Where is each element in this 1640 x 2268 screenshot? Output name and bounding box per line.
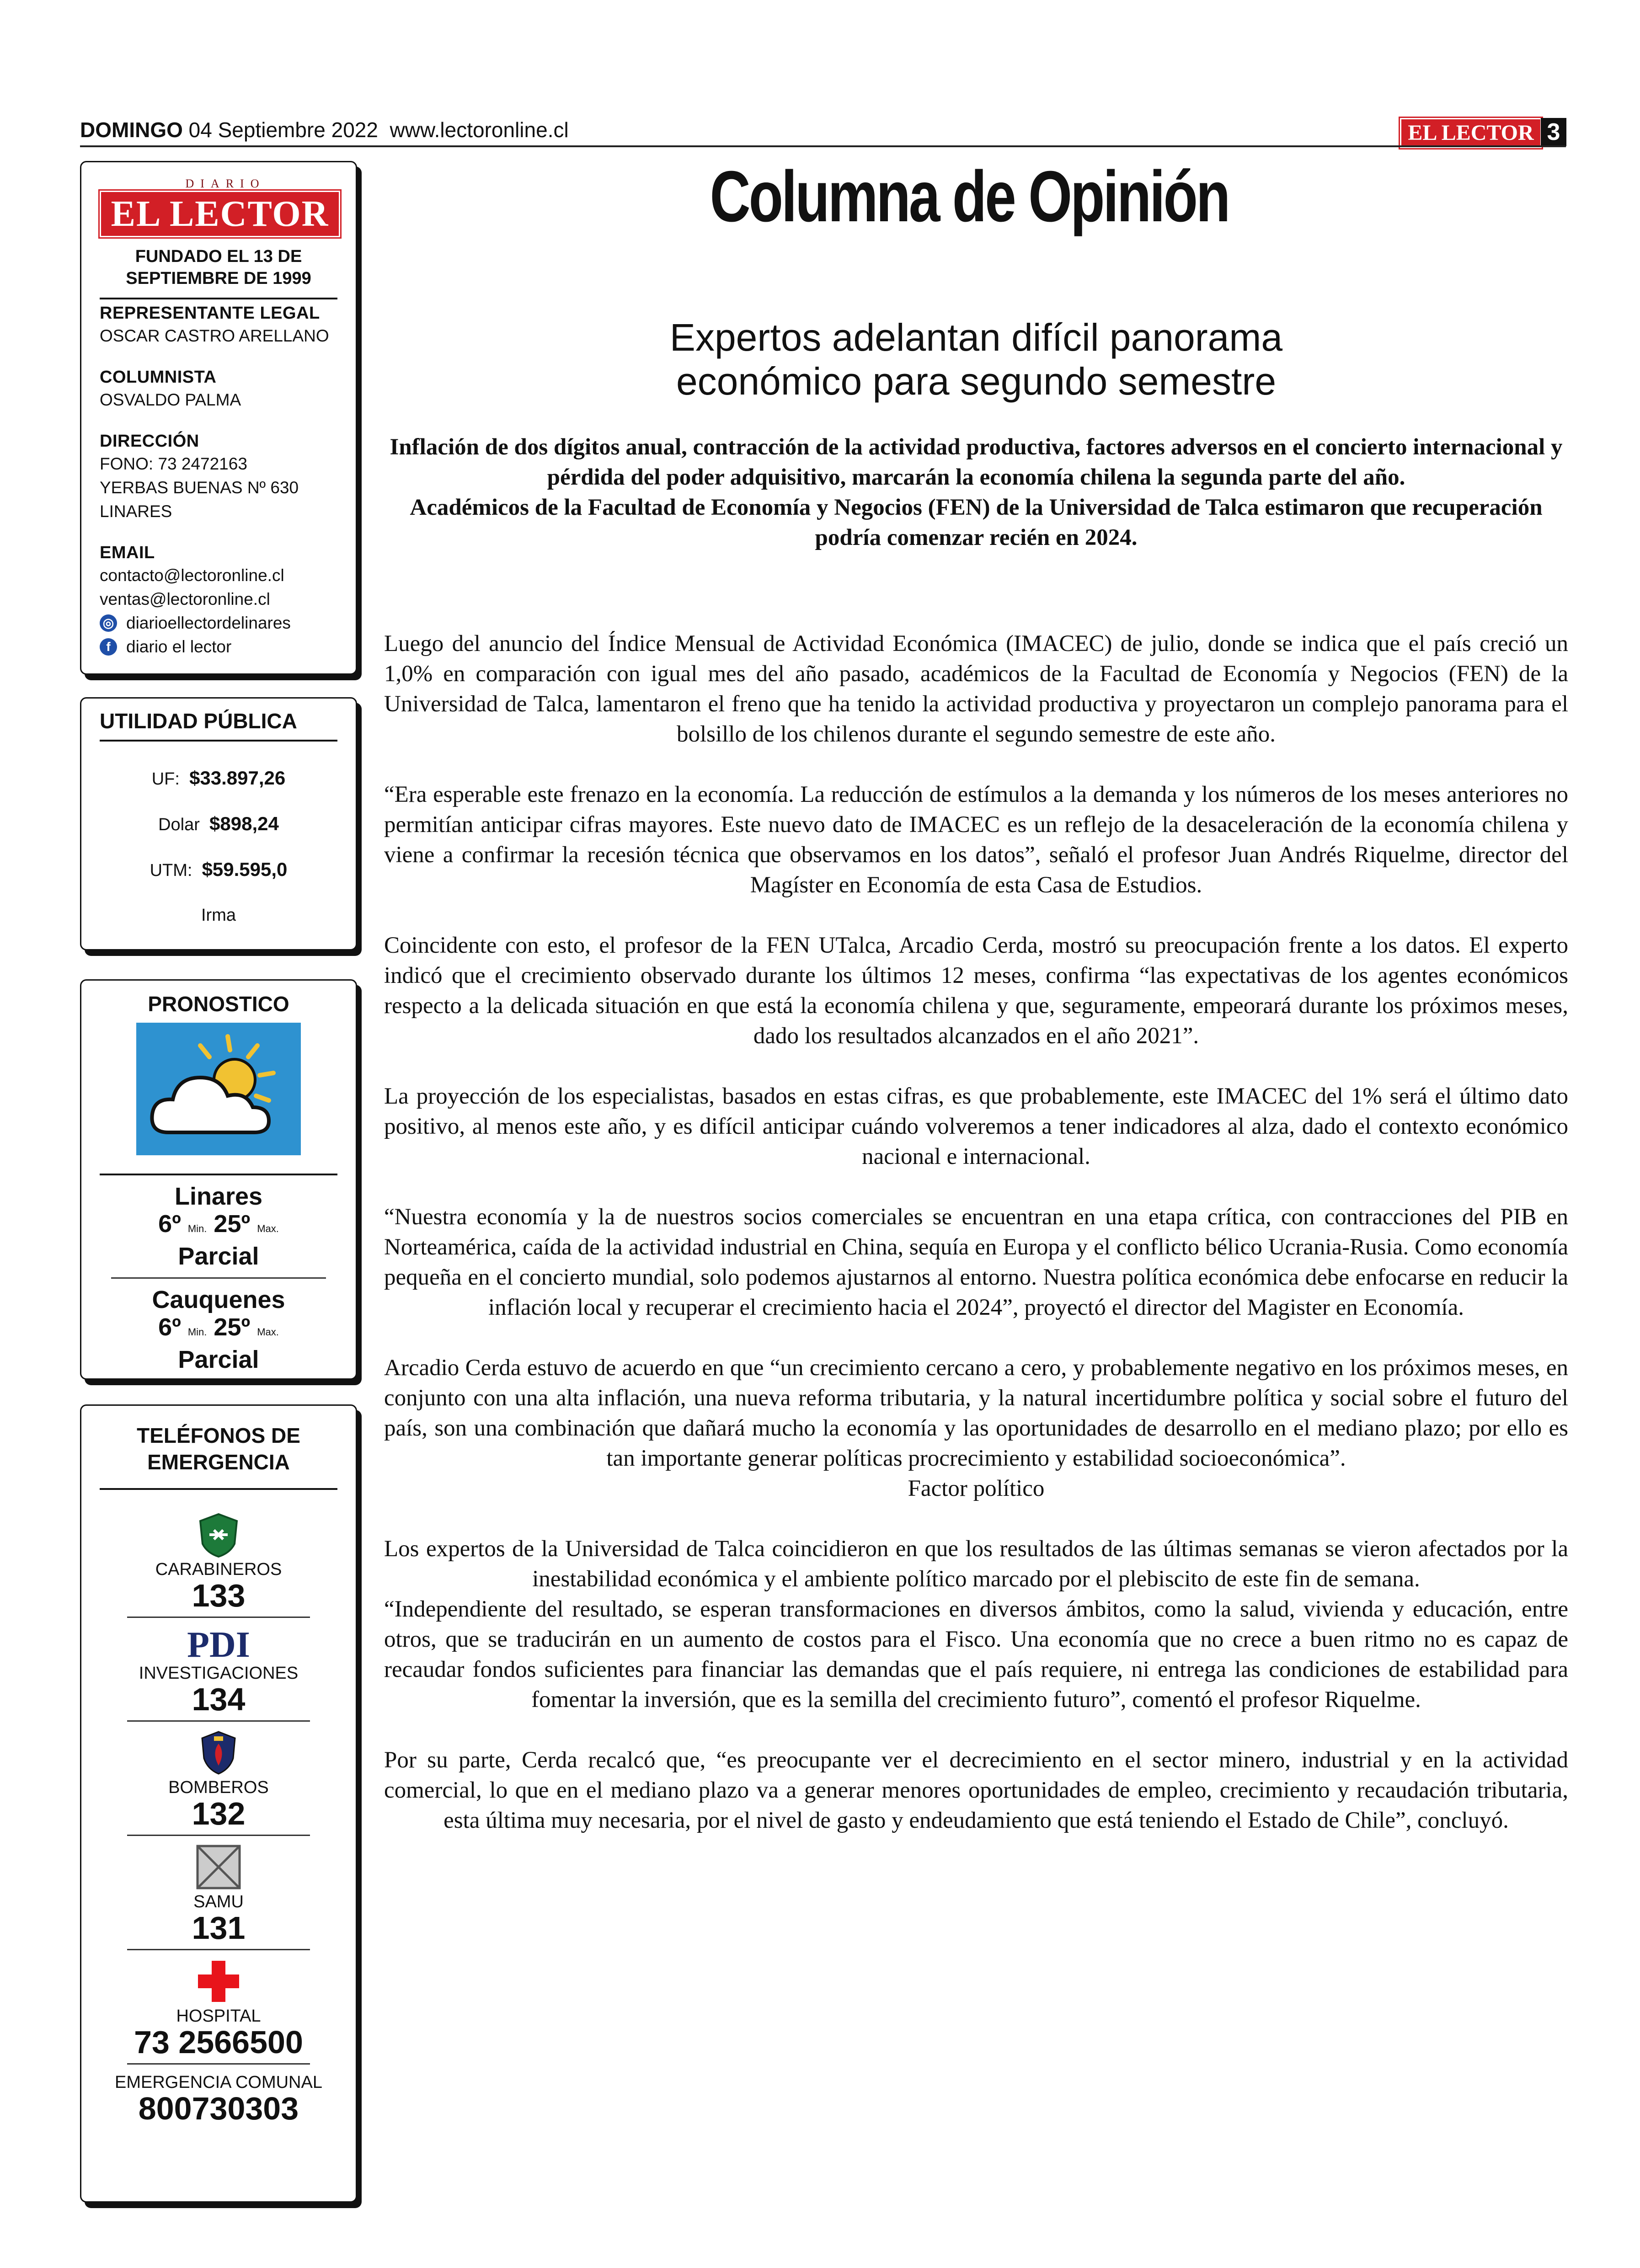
article-lead xyxy=(384,432,1568,553)
body-paragraph: Arcadio Cerda estuvo de acuerdo en que “un crecimiento cercano a cero, y probablemente negativo en los próximos meses, en conjunto con una alta inflación, una nueva reforma tributaria, y la natural incertidumbre política y social sobre el futuro del país, son una combinación que dañará mucho la economía y las oportunidades de desarrollo en el mediano plazo; por ello es tan importante generar políticas procrecimiento y estabilidad socioeconómica”. xyxy=(384,1355,1568,1471)
weather-city-linares: Linares xyxy=(174,1183,263,1210)
instagram-row[interactable] xyxy=(100,611,337,635)
utility-box xyxy=(80,697,357,950)
samu-number: 131 xyxy=(192,1910,246,1946)
emergency-title: TELÉFONOS DE EMERGENCIA xyxy=(137,1424,300,1474)
facebook-row[interactable] xyxy=(100,635,337,659)
rep-label: REPRESENTANTE LEGAL xyxy=(100,304,320,323)
lead-paragraph-2: Académicos de la Facultad de Economía y Negocios (FEN) de la Universidad de Talca estimaron que recuperación podría comenzar recién en 2024. xyxy=(410,495,1543,550)
utility-divider xyxy=(100,740,337,742)
page-number: 3 xyxy=(1541,118,1566,146)
linares-max: 25º xyxy=(214,1210,251,1238)
uf-value: $33.897,26 xyxy=(189,767,286,789)
samu-placeholder-icon xyxy=(196,1844,241,1890)
dolar-value: $898,24 xyxy=(209,813,279,834)
facebook-icon: f xyxy=(100,638,117,656)
masthead-box xyxy=(80,161,357,675)
emergencia-comunal-item[interactable] xyxy=(100,2065,337,2129)
pdi-logo: PDI xyxy=(187,1625,250,1665)
article-body xyxy=(384,629,1568,1866)
phone-text: FONO: 73 2472163 xyxy=(100,454,247,473)
headline-line-2: económico para segundo semestre xyxy=(676,360,1277,403)
masthead-divider xyxy=(100,298,337,299)
header-day: DOMINGO xyxy=(80,118,183,142)
uf-label: UF: xyxy=(151,769,180,789)
founded-text: FUNDADO EL 13 DE SEPTIEMBRE DE 1999 xyxy=(126,247,311,288)
carabineros-badge-icon xyxy=(198,1512,239,1558)
dolar-label: Dolar xyxy=(158,815,200,834)
weather-temps-cauquenes xyxy=(100,1313,337,1346)
bomberos-item[interactable] xyxy=(100,1722,337,1835)
weather-box xyxy=(80,979,357,1380)
weather-city-divider xyxy=(111,1277,326,1279)
email-label: EMAIL xyxy=(100,543,155,562)
instagram-icon: ◎ xyxy=(100,614,117,632)
weather-title: PRONOSTICO xyxy=(148,992,289,1016)
weather-city-cauquenes: Cauquenes xyxy=(152,1286,285,1313)
email-ventas[interactable]: ventas@lectoronline.cl xyxy=(100,590,270,608)
partly-cloudy-icon xyxy=(136,1023,301,1155)
body-paragraph: Luego del anuncio del Índice Mensual de Actividad Económica (IMACEC) de julio, donde se indica que el país creció un 1,0% en comparación con igual mes del año pasado, académicos de la Facultad de Economía y Negocios (FEN) de la Universidad de Talca, lamentaron el freno que ha tenido la actividad productiva y proyectaron un complejo panorama para el bolsillo de los chilenos durante el segundo semestre de este año. xyxy=(384,631,1568,747)
address-label: DIRECCIÓN xyxy=(100,432,199,451)
body-paragraph: Coincidente con esto, el profesor de la FEN UTalca, Arcadio Cerda, mostró su preocupación frente a los datos. El experto indicó que el crecimiento observado durante los últimos 12 meses, confirma “las expectativas de los agentes económicos respecto a la delicada situación en que está la economía chilena y que, seguramente, empeorará durante los próximos meses, dado los resultados alcanzados en el año 2021”. xyxy=(384,933,1568,1049)
city-text: LINARES xyxy=(100,502,172,521)
uf-row xyxy=(100,755,337,801)
rep-name: OSCAR CASTRO ARELLANO xyxy=(100,326,329,345)
carabineros-item[interactable] xyxy=(100,1504,337,1617)
utm-value: $59.595,0 xyxy=(202,859,288,880)
dolar-row xyxy=(100,801,337,847)
bomberos-shield-icon xyxy=(200,1730,237,1776)
samu-label: SAMU xyxy=(193,1892,244,1911)
bomberos-number: 132 xyxy=(192,1796,246,1831)
hospital-item[interactable] xyxy=(100,1950,337,2063)
weather-cond-linares: Parcial xyxy=(178,1243,259,1270)
body-paragraph: “Nuestra economía y la de nuestros socios comerciales se encuentran en una etapa crítica, con contracciones del PIB en Norteamérica, caída de la actividad industrial en China, sequía en Europa y el conflicto bélico Ucrania-Rusia. Como economía pequeña en el concierto mundial, solo podemos ajustarnos al entorno. Nuestra política económica debe enfocarse en reducir la inflación local y recuperar el crecimiento hacia el 2024”, proyectó el director del Magister en Economía. xyxy=(384,1204,1568,1320)
body-paragraph: “Independiente del resultado, se esperan transformaciones en diversos ámbitos, como la salud, vivienda y educación, entre otros, que se traducirán en un aumento de costos para el Fisco. Una economía que no crece a buen ritmo no es capaz de recaudar fondos suficientes para financiar las demandas que el país requiere, ni entrega las condiciones de estabilidad para fomentar la inversión, que es la semilla del crecimiento futuro”, comentó el profesor Riquelme. xyxy=(384,1596,1568,1713)
bomberos-label: BOMBEROS xyxy=(168,1778,269,1797)
utm-row xyxy=(100,847,337,892)
cauquenes-max: 25º xyxy=(214,1313,251,1341)
weather-cond-cauquenes: Parcial xyxy=(178,1346,259,1373)
emergency-divider xyxy=(100,1488,337,1490)
samu-item[interactable] xyxy=(100,1836,337,1949)
columnist-name: OSVALDO PALMA xyxy=(100,390,241,409)
street-text: YERBAS BUENAS Nº 630 xyxy=(100,478,299,497)
page-header-left xyxy=(80,117,569,142)
masthead-logo: EL LECTOR xyxy=(100,191,340,237)
carabineros-label: CARABINEROS xyxy=(155,1560,282,1579)
article-subhead: Factor político xyxy=(908,1476,1045,1501)
columnist-label: COLUMNISTA xyxy=(100,368,217,387)
comunal-label: EMERGENCIA COMUNAL xyxy=(115,2073,322,2092)
emergency-box xyxy=(80,1404,357,2203)
pdi-label: INVESTIGACIONES xyxy=(139,1664,299,1683)
irma-row: Irma xyxy=(201,906,236,925)
header-logo: EL LECTOR xyxy=(1400,118,1542,148)
min-label: Min. xyxy=(187,1326,207,1338)
header-website[interactable]: www.lectoronline.cl xyxy=(390,118,569,142)
min-label: Min. xyxy=(187,1223,207,1234)
utility-title: UTILIDAD PÚBLICA xyxy=(100,709,297,733)
section-title: Columna de Opinión xyxy=(710,156,1229,237)
weather-divider xyxy=(100,1174,337,1175)
utm-label: UTM: xyxy=(150,861,192,880)
email-contacto[interactable]: contacto@lectoronline.cl xyxy=(100,566,284,585)
facebook-handle: diario el lector xyxy=(126,637,232,656)
red-cross-icon xyxy=(196,1958,241,2004)
body-paragraph: Por su parte, Cerda recalcó que, “es preocupante ver el decrecimiento en el sector minero, industrial y en la actividad comercial, lo que en el mediano plazo va a generar menores oportunidades de empleo, crecimiento y recaudación tributaria, esta última muy necesaria, por el nivel de gasto y endeudamiento que está teniendo el Estado de Chile”, concluyó. xyxy=(384,1747,1568,1833)
body-paragraph: La proyección de los especialistas, basados en estas cifras, es que probablemente, este IMACEC del 1% será el último dato positivo, al menos este año, y es difícil anticipar cuándo volveremos a tener indicadores al alza, dado el contexto económico nacional e internacional. xyxy=(384,1083,1568,1169)
body-paragraph: “Era esperable este frenazo en la economía. La reducción de estímulos a la demanda y los números de los meses anteriores no permitían anticipar cifras mayores. Este nuevo dato de IMACEC es un reflejo de la desaceleración de la economía chilena y viene a confirmar la recesión técnica que observamos en los datos”, señaló el profesor Juan Andrés Riquelme, director del Magíster en Economía de esta Casa de Estudios. xyxy=(384,782,1568,898)
comunal-number: 800730303 xyxy=(138,2091,299,2126)
header-date: 04 Septiembre 2022 xyxy=(188,118,378,142)
lead-paragraph-1: Inflación de dos dígitos anual, contracción de la actividad productiva, factores adversos en el concierto internacional y pérdida del poder adquisitivo, marcarán la economía chilena la segunda parte del año. xyxy=(390,434,1563,490)
logo-diario-text: DIARIO xyxy=(185,177,266,190)
headline-line-1: Expertos adelantan difícil panorama xyxy=(669,316,1283,359)
linares-min: 6º xyxy=(158,1210,181,1238)
carabineros-number: 133 xyxy=(192,1578,246,1613)
pdi-number: 134 xyxy=(192,1681,246,1717)
hospital-label: HOSPITAL xyxy=(176,2007,261,2026)
body-paragraph: Los expertos de la Universidad de Talca coincidieron en que los resultados de las últimas semanas se vieron afectados por la inestabilidad económica y el ambiente político marcado por el plebiscito de este fin de semana. xyxy=(384,1536,1568,1592)
weather-temps-linares xyxy=(100,1210,337,1243)
header-divider xyxy=(80,145,1566,147)
cauquenes-min: 6º xyxy=(158,1313,181,1341)
max-label: Max. xyxy=(257,1223,279,1234)
max-label: Max. xyxy=(257,1326,279,1338)
article-headline xyxy=(384,315,1568,403)
pdi-item[interactable] xyxy=(100,1618,337,1720)
instagram-handle: diarioellectordelinares xyxy=(126,614,291,632)
hospital-number: 73 2566500 xyxy=(134,2024,303,2060)
